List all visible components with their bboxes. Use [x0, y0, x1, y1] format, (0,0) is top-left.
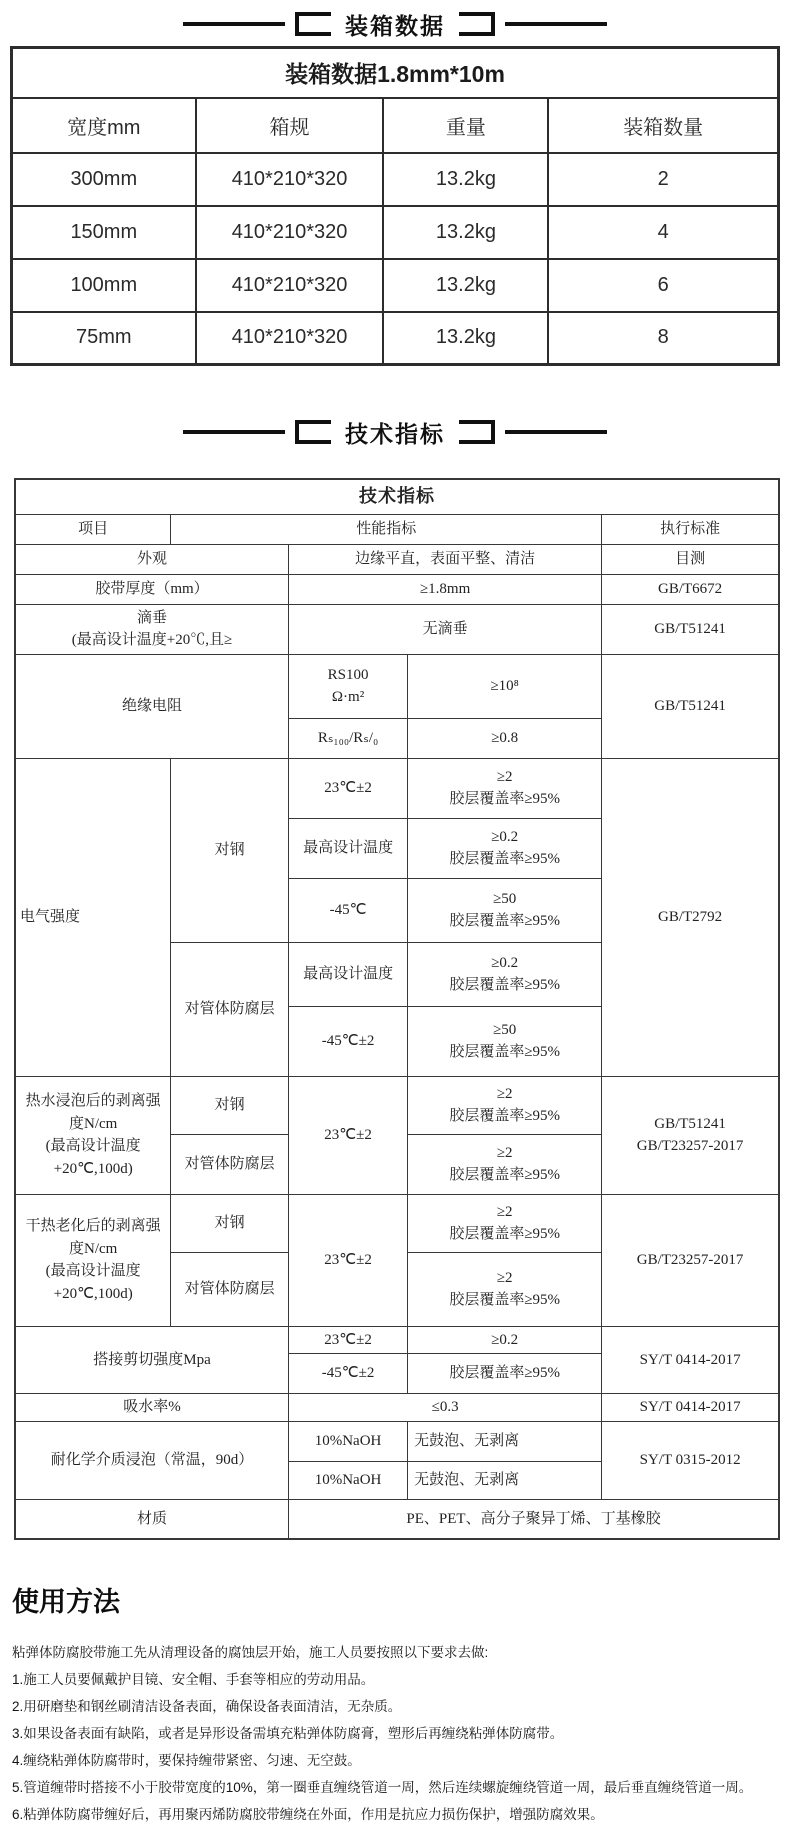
table-cell: 滴垂 (最高设计温度+20℃,且≥: [15, 604, 288, 654]
table-cell: 绝缘电阻: [15, 654, 288, 758]
spec-table: [14, 478, 780, 1540]
table-cell: ≥2 胶层覆盖率≥95%: [408, 1076, 602, 1134]
table-cell: 搭接剪切强度Mpa: [15, 1326, 288, 1394]
spec-section-header: [0, 412, 790, 452]
table-cell: 410*210*320: [196, 153, 384, 206]
table-cell: -45℃±2: [288, 1006, 407, 1076]
table-row: [15, 654, 779, 718]
table-cell: 410*210*320: [196, 259, 384, 312]
table-cell: 8: [548, 312, 778, 365]
table-cell: ≥10⁸: [408, 654, 602, 718]
table-cell: ≥50 胶层覆盖率≥95%: [408, 1006, 602, 1076]
table-row: [15, 604, 779, 654]
table-cell: GB/T51241 GB/T23257-2017: [602, 1076, 779, 1194]
table-cell: GB/T23257-2017: [602, 1194, 779, 1326]
table-cell: 100mm: [12, 259, 196, 312]
table-cell: 对钢: [171, 758, 289, 942]
table-row: [12, 153, 779, 206]
table-cell: 胶层覆盖率≥95%: [408, 1354, 602, 1394]
table-cell: 300mm: [12, 153, 196, 206]
table-cell: 410*210*320: [196, 312, 384, 365]
usage-step: 2.用研磨垫和钢丝刷清洁设备表面，确保设备表面清洁，无杂质。: [12, 1699, 402, 1714]
table-cell: 边缘平直，表面平整、清洁: [288, 544, 601, 574]
table-cell: ≥1.8mm: [288, 574, 601, 604]
packing-table-header-row: [12, 98, 779, 153]
packing-table: [10, 46, 780, 366]
table-cell: 23℃±2: [288, 1076, 407, 1194]
table-cell: ≥50 胶层覆盖率≥95%: [408, 878, 602, 942]
table-cell: ≥0.2 胶层覆盖率≥95%: [408, 942, 602, 1006]
table-cell: 410*210*320: [196, 206, 384, 259]
decorative-line-right: [505, 22, 607, 26]
table-cell: ≥2 胶层覆盖率≥95%: [408, 1134, 602, 1194]
column-header-boxspec: 箱规: [196, 98, 384, 153]
table-row: [15, 574, 779, 604]
decorative-line-right: [505, 430, 607, 434]
table-cell: GB/T6672: [602, 574, 779, 604]
table-cell: ≥0.8: [408, 718, 602, 758]
table-cell: SY/T 0414-2017: [602, 1326, 779, 1394]
column-header-width: 宽度mm: [12, 98, 196, 153]
usage-title: 使用方法: [12, 1587, 120, 1617]
table-cell: 150mm: [12, 206, 196, 259]
usage-step: 4.缠绕粘弹体防腐带时，要保持缠带紧密、匀速、无空鼓。: [12, 1753, 361, 1768]
table-row: [15, 758, 779, 818]
decorative-bracket-right: [459, 12, 495, 36]
table-cell: ≤0.3: [288, 1394, 601, 1422]
decorative-line-left: [183, 22, 285, 26]
table-cell: RS100 Ω·m²: [288, 654, 407, 718]
table-cell: 对管体防腐层: [171, 1252, 289, 1326]
table-row: [15, 1076, 779, 1134]
table-cell: 13.2kg: [383, 153, 548, 206]
table-cell: 13.2kg: [383, 206, 548, 259]
table-cell: ≥2 胶层覆盖率≥95%: [408, 1252, 602, 1326]
usage-section: [12, 1580, 778, 1828]
usage-step: 3.如果设备表面有缺陷，或者是异形设备需填充粘弹体防腐膏，塑形后再缠绕粘弹体防腐带。: [12, 1726, 564, 1741]
table-row: [12, 259, 779, 312]
table-cell: 13.2kg: [383, 312, 548, 365]
decorative-line-left: [183, 430, 285, 434]
table-cell: 耐化学介质浸泡（常温，90d）: [15, 1421, 288, 1499]
column-header-quantity: 装箱数量: [548, 98, 778, 153]
decorative-bracket-left: [295, 12, 331, 36]
table-cell: SY/T 0414-2017: [602, 1394, 779, 1422]
table-cell: 23℃±2: [288, 1326, 407, 1354]
table-cell: 无鼓泡、无剥离: [408, 1421, 602, 1461]
table-cell: 目测: [602, 544, 779, 574]
table-cell: 对管体防腐层: [171, 1134, 289, 1194]
table-row: [12, 206, 779, 259]
table-row: [12, 312, 779, 365]
spec-table-header-row: [15, 514, 779, 544]
table-cell: 无滴垂: [288, 604, 601, 654]
table-row: [15, 1394, 779, 1422]
table-cell: SY/T 0315-2012: [602, 1421, 779, 1499]
table-cell: 最高设计温度: [288, 942, 407, 1006]
table-cell: 对钢: [171, 1076, 289, 1134]
table-cell: -45℃±2: [288, 1354, 407, 1394]
table-cell: -45℃: [288, 878, 407, 942]
column-header-standard: 执行标准: [602, 514, 779, 544]
table-cell: GB/T2792: [602, 758, 779, 1076]
packing-section-title: 装箱数据: [345, 12, 445, 39]
table-cell: 75mm: [12, 312, 196, 365]
table-cell: 2: [548, 153, 778, 206]
table-row: [15, 1326, 779, 1354]
table-cell: 23℃±2: [288, 758, 407, 818]
table-cell: 胶带厚度（mm）: [15, 574, 288, 604]
table-cell: 热水浸泡后的剥离强度N/cm (最高设计温度 +20℃,100d): [15, 1076, 171, 1194]
table-cell: 材质: [15, 1499, 288, 1539]
spec-table-title-row: [15, 479, 779, 514]
table-cell: 外观: [15, 544, 288, 574]
usage-intro: 粘弹体防腐胶带施工先从清理设备的腐蚀层开始，施工人员要按照以下要求去做:: [12, 1645, 489, 1660]
table-cell: 对管体防腐层: [171, 942, 289, 1076]
table-cell: 10%NaOH: [288, 1461, 407, 1499]
table-row: [15, 1499, 779, 1539]
table-row: [15, 1194, 779, 1252]
usage-step: 6.粘弹体防腐带缠好后，再用聚丙烯防腐胶带缠绕在外面，作用是抗应力损伤保护，增强防腐效果。: [12, 1807, 604, 1822]
table-cell: 最高设计温度: [288, 818, 407, 878]
table-cell: ≥0.2 胶层覆盖率≥95%: [408, 818, 602, 878]
packing-section-header: [0, 0, 790, 40]
decorative-bracket-right: [459, 420, 495, 444]
table-row: [15, 1421, 779, 1461]
table-cell: ≥2 胶层覆盖率≥95%: [408, 1194, 602, 1252]
table-cell: Rₛ₁₀₀/Rₛ/₀: [288, 718, 407, 758]
table-cell: 6: [548, 259, 778, 312]
table-row: [15, 544, 779, 574]
table-cell: 电气强度: [15, 758, 171, 1076]
decorative-bracket-left: [295, 420, 331, 444]
table-cell: 干热老化后的剥离强度N/cm (最高设计温度 +20℃,100d): [15, 1194, 171, 1326]
table-cell: PE、PET、高分子聚异丁烯、丁基橡胶: [288, 1499, 779, 1539]
table-cell: 4: [548, 206, 778, 259]
column-header-performance: 性能指标: [171, 514, 602, 544]
usage-step: 1.施工人员要佩戴护目镜、安全帽、手套等相应的劳动用品。: [12, 1672, 375, 1687]
usage-step: 5.管道缠带时搭接不小于胶带宽度的10%，第一圈垂直缠绕管道一周，然后连续螺旋缠绕管道一周，最后垂直缠绕管道一周。: [12, 1780, 753, 1795]
table-cell: ≥0.2: [408, 1326, 602, 1354]
table-cell: 23℃±2: [288, 1194, 407, 1326]
table-cell: ≥2 胶层覆盖率≥95%: [408, 758, 602, 818]
column-header-item: 项目: [15, 514, 171, 544]
table-cell: 对钢: [171, 1194, 289, 1252]
packing-table-title: 装箱数据1.8mm*10m: [12, 48, 779, 98]
table-cell: 吸水率%: [15, 1394, 288, 1422]
packing-table-title-row: [12, 48, 779, 98]
table-cell: 13.2kg: [383, 259, 548, 312]
table-cell: GB/T51241: [602, 604, 779, 654]
table-cell: GB/T51241: [602, 654, 779, 758]
table-cell: 无鼓泡、无剥离: [408, 1461, 602, 1499]
table-cell: 10%NaOH: [288, 1421, 407, 1461]
spec-section-title: 技术指标: [345, 420, 445, 447]
column-header-weight: 重量: [383, 98, 548, 153]
spec-table-title: 技术指标: [15, 479, 779, 514]
